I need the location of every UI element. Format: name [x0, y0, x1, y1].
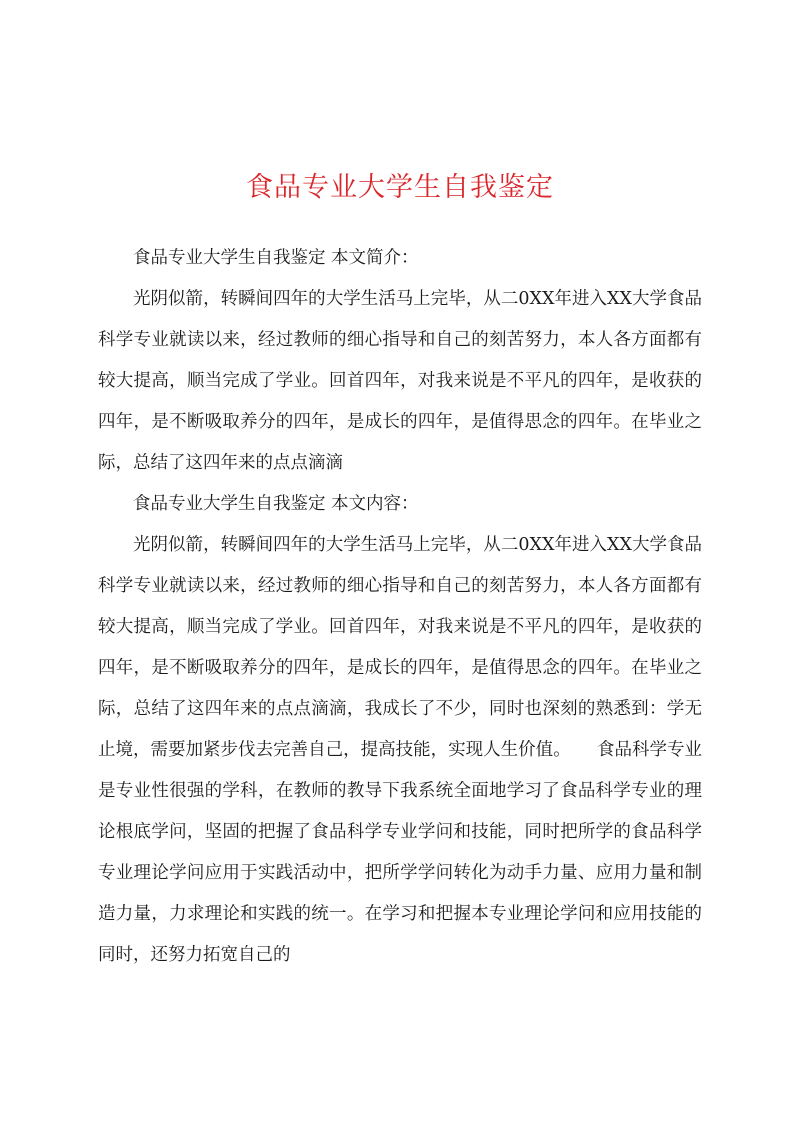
document-body [98, 238, 702, 976]
document-title: 食品专业大学生自我鉴定 [246, 172, 554, 203]
content-paragraph: 光阴似箭，转瞬间四年的大学生活马上完毕，从二0XX年进入XX大学食品科学专业就读以来，经过教师的细心指导和自己的刻苦努力，本人各方面都有较大提高，顺当完成了学业。回首四年，对我来说是不平凡的四年，是收获的四年，是不断吸取养分的四年，是成长的四年，是值得思念的四年。在毕业之际，总结了这四年来的点点滴滴，我成长了不少，同时也深刻的熟悉到：学无止境，需要加紧步伐去完善自己，提高技能，实现人生价值。 食品科学专业是专业性很强的学科，在教师的教导下我系统全面地学习了食品科学专业的理论根底学问，坚固的把握了食品科学专业学问和技能，同时把所学的食品科学专业理论学问应用于实践活动中，把所学学问转化为动手力量、应用力量和制造力量，力求理论和实践的统一。在学习和把握本专业理论学问和应用技能的同时，还努力拓宽自己的 [98, 535, 702, 965]
intro-heading: 食品专业大学生自我鉴定 本文简介： [133, 248, 419, 268]
intro-paragraph: 光阴似箭，转瞬间四年的大学生活马上完毕，从二0XX年进入XX大学食品科学专业就读以来，经过教师的细心指导和自己的刻苦努力，本人各方面都有较大提高，顺当完成了学业。回首四年，对我来说是不平凡的四年，是收获的四年，是不断吸取养分的四年，是成长的四年，是值得思念的四年。在毕业之际，总结了这四年来的点点滴滴 [98, 289, 702, 473]
content-heading: 食品专业大学生自我鉴定 本文内容： [133, 494, 419, 514]
